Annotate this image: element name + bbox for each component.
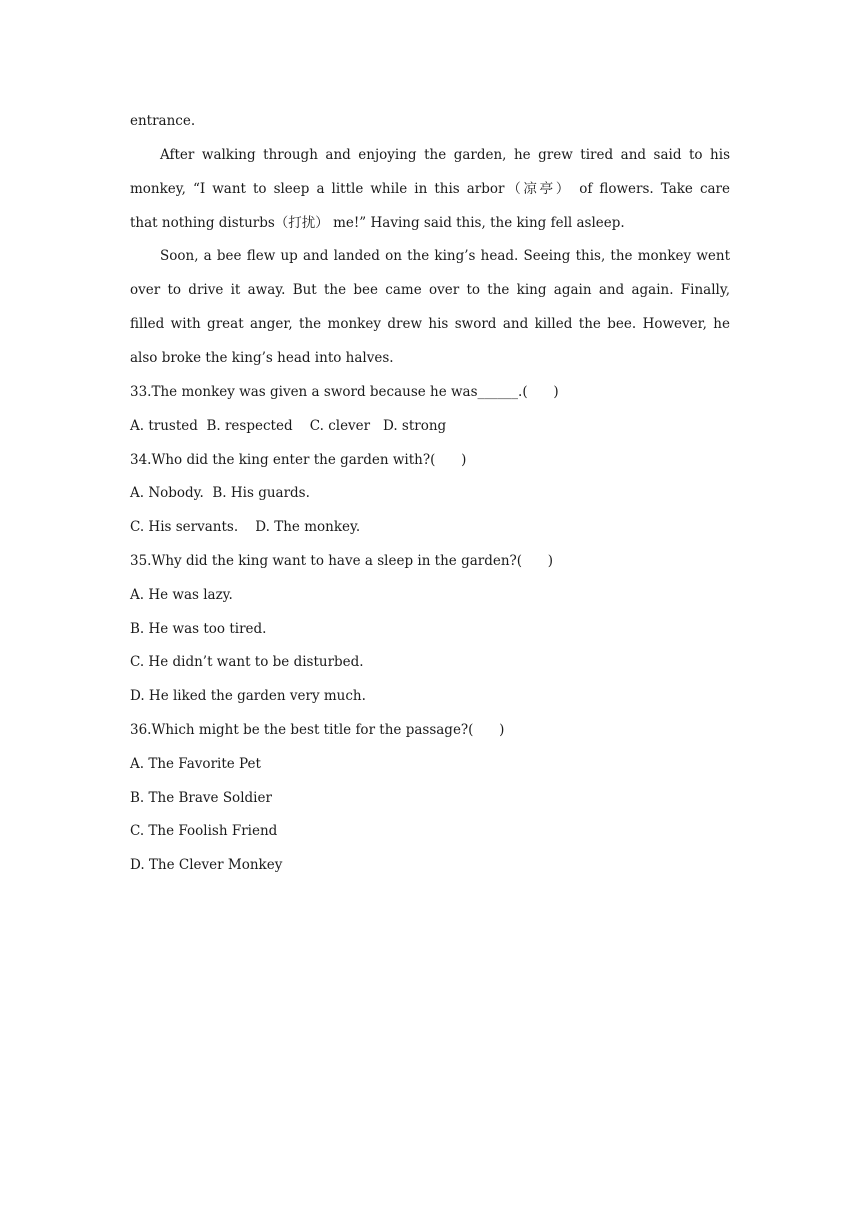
question-35-option: A. He was lazy.	[130, 587, 233, 603]
question-36-stem: 36.Which might be the best title for the passage?( )	[130, 722, 505, 738]
passage-line: that nothing disturbs（打扰） me!” Having said this, the king fell asleep.	[130, 215, 625, 231]
passage-line: also broke the king’s head into halves.	[130, 350, 394, 366]
question-36-option: D. The Clever Monkey	[130, 857, 283, 873]
question-35-option: D. He liked the garden very much.	[130, 688, 366, 704]
question-33-stem: 33.The monkey was given a sword because he was______.( )	[130, 384, 559, 400]
question-33-options: A. trusted B. respected C. clever D. strong	[130, 418, 447, 434]
passage-line: filled with great anger, the monkey drew his sword and killed the bee. However, he	[130, 316, 730, 332]
question-36-option: B. The Brave Soldier	[130, 790, 272, 806]
question-34-options: A. Nobody. B. His guards.	[130, 485, 310, 501]
question-36-option: A. The Favorite Pet	[130, 756, 261, 772]
question-36-option: C. The Foolish Friend	[130, 823, 278, 839]
passage-line: over to drive it away. But the bee came over to the king again and again. Finally,	[130, 282, 730, 298]
question-35-option: C. He didn’t want to be disturbed.	[130, 654, 364, 670]
passage-line: entrance.	[130, 113, 196, 129]
passage-line: After walking through and enjoying the garden, he grew tired and said to his	[160, 147, 730, 163]
question-34-stem: 34.Who did the king enter the garden with?( )	[130, 452, 467, 468]
question-34-options: C. His servants. D. The monkey.	[130, 519, 361, 535]
question-35-stem: 35.Why did the king want to have a sleep in the garden?( )	[130, 553, 554, 569]
passage-line: Soon, a bee flew up and landed on the king’s head. Seeing this, the monkey went	[160, 248, 730, 264]
passage-line: monkey, “I want to sleep a little while in this arbor（凉亭） of flowers. Take care	[130, 181, 730, 197]
question-35-option: B. He was too tired.	[130, 621, 267, 637]
